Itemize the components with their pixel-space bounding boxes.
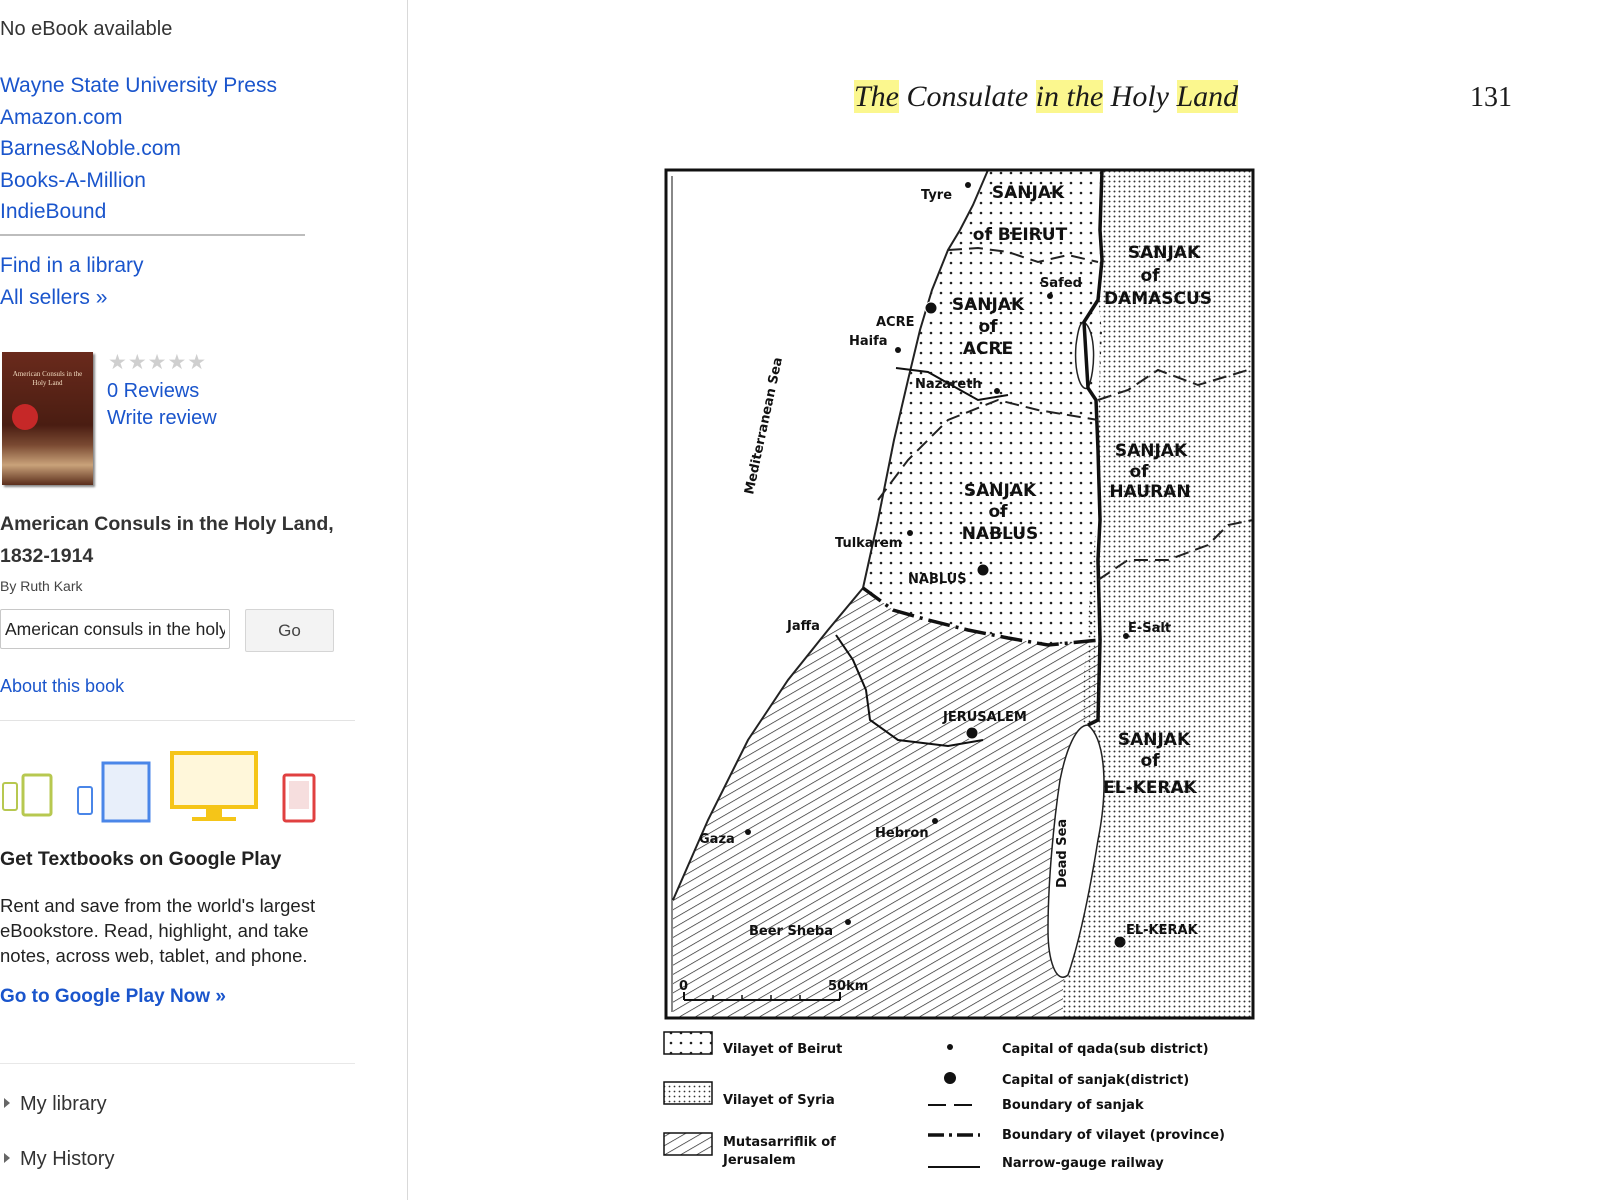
- book-page-viewer[interactable]: [408, 0, 1600, 1200]
- divider: [0, 720, 355, 721]
- legend-sanjak-marker: [944, 1072, 956, 1084]
- legend-qada-marker: [947, 1044, 953, 1050]
- highlighted-term: Land: [1176, 80, 1239, 113]
- tablet-icon-blue: [103, 763, 149, 821]
- book-cover-thumbnail[interactable]: [2, 352, 93, 485]
- label-beersheba: Beer Sheba: [749, 924, 833, 939]
- label-tulkarem: Tulkarem: [835, 536, 903, 551]
- ereader-icon-red: [284, 775, 314, 821]
- expand-triangle-icon: [4, 1153, 10, 1163]
- legend-mutasarriflik-2: Jerusalem: [723, 1153, 796, 1168]
- label-sanjak-nablus-2: of: [988, 502, 1008, 522]
- marker-tulkarem: [907, 530, 913, 536]
- my-library-nav[interactable]: [4, 1093, 107, 1116]
- legend-boundary-sanjak: Boundary of sanjak: [1002, 1098, 1144, 1113]
- label-sanjak-beirut-2: of BEIRUT: [972, 225, 1068, 245]
- seller-link-indiebound[interactable]: IndieBound: [0, 200, 107, 223]
- legend-swatch-jerusalem: [664, 1133, 712, 1155]
- label-sanjak-acre-2: of: [978, 317, 998, 337]
- devices-illustration: [0, 745, 330, 835]
- book-title: American Consuls in the Holy Land, 1832-1914: [0, 513, 334, 567]
- sidebar: [0, 0, 408, 1200]
- label-sanjak-damascus-1: SANJAK: [1127, 243, 1201, 263]
- my-history-nav[interactable]: [4, 1148, 114, 1171]
- label-nablus-town: NABLUS: [908, 572, 967, 587]
- cover-title: American Consuls in the Holy Land: [12, 370, 83, 387]
- marker-nazareth: [994, 388, 1000, 394]
- label-nazareth: Nazareth: [915, 377, 982, 392]
- legend-vilayet-syria: Vilayet of Syria: [723, 1093, 835, 1108]
- label-safed: Safed: [1040, 276, 1082, 291]
- marker-tyre: [965, 182, 971, 188]
- search-in-book-input[interactable]: [0, 609, 230, 649]
- google-play-link[interactable]: Go to Google Play Now »: [0, 986, 226, 1007]
- highlighted-term: The: [854, 80, 899, 113]
- label-jerusalem: JERUSALEM: [943, 710, 1027, 725]
- label-sanjak-nablus-1: SANJAK: [963, 481, 1037, 501]
- marker-nablus: [977, 564, 989, 576]
- label-jaffa: Jaffa: [787, 619, 820, 634]
- textbooks-description: Rent and save from the world's largest eBookstore. Read, highlight, and take notes, across web, tablet, and phone.: [0, 895, 316, 966]
- go-button[interactable]: Go: [245, 609, 334, 652]
- legend-mutasarriflik-1: Mutasarriflik of: [723, 1135, 836, 1150]
- label-sanjak-hauran-1: SANJAK: [1114, 441, 1188, 461]
- phone-icon-blue: [78, 787, 92, 814]
- divider: [0, 1063, 355, 1064]
- label-sanjak-damascus-2: of: [1140, 266, 1160, 286]
- label-gaza: Gaza: [699, 832, 735, 847]
- header-text: Holy: [1103, 80, 1177, 113]
- marker-acre: [925, 302, 937, 314]
- expand-triangle-icon: [4, 1098, 10, 1108]
- my-library-label: My library: [20, 1093, 107, 1115]
- rating-stars[interactable]: ★★★★★: [108, 351, 208, 374]
- legend-boundary-vilayet: Boundary of vilayet (province): [1002, 1128, 1225, 1143]
- label-sanjak-hauran-2: of: [1129, 462, 1149, 482]
- label-elkerak-town: EL-KERAK: [1126, 923, 1198, 938]
- find-in-library-link[interactable]: Find in a library: [0, 254, 144, 277]
- marker-hebron: [932, 818, 938, 824]
- legend-swatch-beirut: [664, 1032, 712, 1054]
- palestine-1900-map: [408, 0, 1600, 1200]
- no-ebook-label: No eBook available: [0, 18, 173, 40]
- seller-list: [0, 70, 277, 228]
- label-sanjak-acre-1: SANJAK: [951, 295, 1025, 315]
- label-acre-town: ACRE: [876, 315, 915, 330]
- map-legend: [664, 1032, 1225, 1171]
- book-author: By Ruth Kark: [0, 578, 83, 594]
- label-tyre: Tyre: [921, 188, 953, 203]
- seller-link-barnes-noble[interactable]: Barnes&Noble.com: [0, 137, 181, 160]
- legend-vilayet-beirut: Vilayet of Beirut: [723, 1042, 843, 1057]
- label-hebron: Hebron: [875, 826, 929, 841]
- scale-max: 50km: [828, 979, 869, 994]
- legend-railway: Narrow-gauge railway: [1002, 1156, 1164, 1171]
- legend-capital-qada: Capital of qada(sub district): [1002, 1042, 1209, 1057]
- marker-elkerak: [1114, 936, 1126, 948]
- label-sanjak-damascus-3: DAMASCUS: [1103, 289, 1213, 309]
- marker-gaza: [745, 829, 751, 835]
- label-mediterranean-sea: Mediterranean Sea: [742, 356, 786, 496]
- label-haifa: Haifa: [849, 334, 888, 349]
- label-sanjak-beirut-1: SANJAK: [991, 183, 1065, 203]
- write-review-link[interactable]: Write review: [107, 407, 217, 429]
- label-esalt: E-Salt: [1128, 621, 1172, 636]
- seller-link-wayne-state[interactable]: Wayne State University Press: [0, 74, 277, 97]
- marker-jerusalem: [966, 727, 978, 739]
- marker-safed: [1047, 293, 1053, 299]
- library-links: [0, 250, 144, 313]
- cover-emblem: [12, 404, 38, 430]
- divider: [0, 234, 305, 236]
- page-number: 131: [1470, 82, 1512, 113]
- textbooks-heading: Get Textbooks on Google Play: [0, 848, 282, 870]
- scale-zero: 0: [679, 979, 689, 994]
- label-sanjak-kerak-2: of: [1140, 751, 1160, 771]
- label-sanjak-hauran-3: HAURAN: [1109, 482, 1191, 502]
- about-this-book-link[interactable]: About this book: [0, 676, 125, 696]
- all-sellers-link[interactable]: All sellers »: [0, 285, 108, 309]
- seller-link-books-a-million[interactable]: Books-A-Million: [0, 168, 146, 192]
- marker-haifa: [895, 347, 901, 353]
- reviews-links: [107, 378, 217, 432]
- label-sanjak-kerak-1: SANJAK: [1117, 730, 1191, 750]
- highlighted-term: in the: [1035, 80, 1104, 113]
- phone-icon-green: [3, 775, 51, 815]
- my-history-label: My History: [20, 1148, 115, 1170]
- legend-swatch-syria: [664, 1082, 712, 1104]
- monitor-icon-yellow: [172, 753, 256, 821]
- header-text: Consulate: [899, 80, 1036, 113]
- reviews-count-link[interactable]: 0 Reviews: [107, 380, 200, 402]
- label-sanjak-nablus-3: NABLUS: [961, 524, 1039, 544]
- marker-beersheba: [845, 919, 851, 925]
- label-sanjak-acre-3: ACRE: [962, 339, 1014, 359]
- legend-capital-sanjak: Capital of sanjak(district): [1002, 1073, 1190, 1088]
- seller-link-amazon[interactable]: Amazon.com: [0, 105, 123, 129]
- label-sanjak-kerak-3: EL-KERAK: [1103, 778, 1197, 798]
- label-dead-sea: Dead Sea: [1055, 818, 1070, 888]
